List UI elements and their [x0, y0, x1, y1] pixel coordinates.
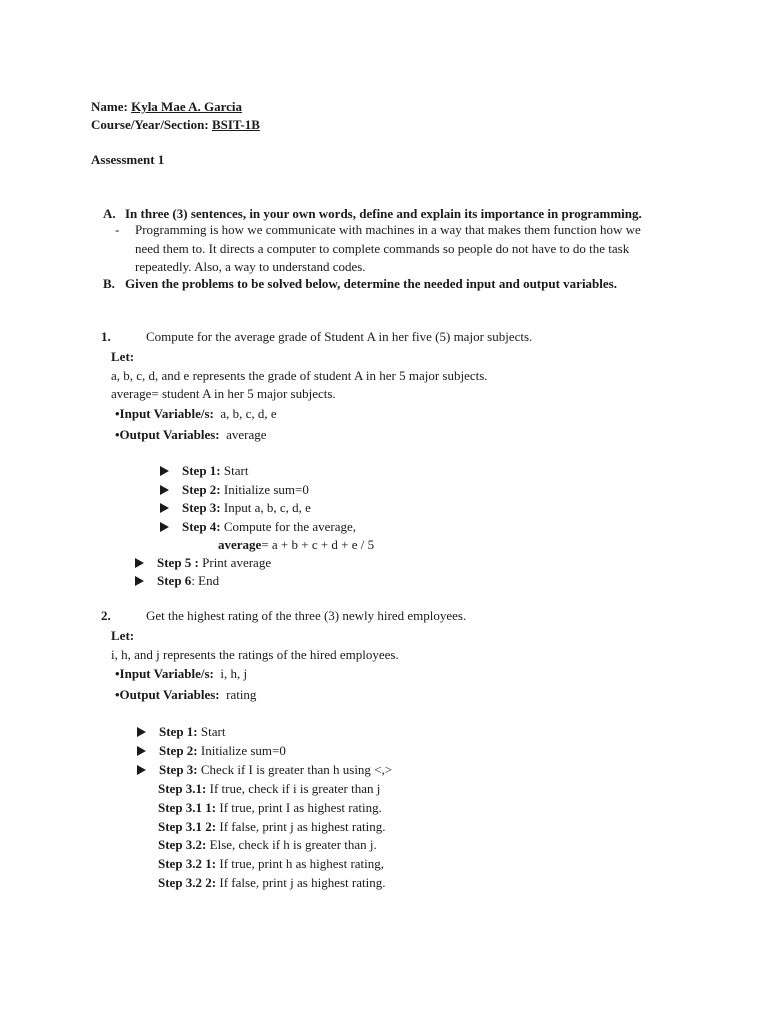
p1-step-4: Step 4: Compute for the average, — [160, 518, 356, 536]
p2-step-2: Step 2: Initialize sum=0 — [137, 742, 286, 760]
course-line — [91, 116, 260, 134]
arrow-bullet-icon — [135, 576, 144, 586]
problem-1-number: 1. — [101, 329, 111, 344]
course-label: Course/Year/Section: — [91, 117, 209, 132]
problem-2-output-vars: •Output Variables: rating — [115, 687, 257, 702]
p2-substep-3-1-1: Step 3.1 1: If true, print I as highest rating. — [158, 800, 382, 815]
p1-step-2: Step 2: Initialize sum=0 — [160, 481, 309, 499]
answer-line-1: Programming is how we communicate with machines in a way that makes them function how we — [135, 222, 641, 237]
course-value: BSIT-1B — [211, 117, 260, 132]
p1-formula: average= a + b + c + d + e / 5 — [218, 537, 375, 552]
problem-1-let-line-1: a, b, c, d, and e represents the grade of student A in her 5 major subjects. — [111, 368, 488, 383]
problem-1-let-line-2: average= student A in her 5 major subjects. — [111, 386, 336, 401]
p2-substep-3-1-2: Step 3.1 2: If false, print j as highest rating. — [158, 819, 386, 834]
arrow-bullet-icon — [137, 727, 146, 737]
arrow-bullet-icon — [160, 466, 169, 476]
answer-line-2: need them to. It directs a computer to complete commands so people do not have to do the task — [135, 241, 630, 256]
arrow-bullet-icon — [160, 503, 169, 513]
problem-1-output-vars: •Output Variables: average — [115, 427, 267, 442]
problem-2-number: 2. — [101, 608, 111, 623]
arrow-bullet-icon — [137, 746, 146, 756]
p2-step-1: Step 1: Start — [137, 723, 225, 741]
problem-1-let: Let: — [111, 349, 135, 364]
section-b-question: Given the problems to be solved below, determine the needed input and output variables. — [125, 276, 617, 291]
p1-step-6: Step 6: End — [135, 572, 219, 590]
problem-1-input-vars: •Input Variable/s: a, b, c, d, e — [115, 406, 277, 421]
arrow-bullet-icon — [137, 765, 146, 775]
section-a-question: In three (3) sentences, in your own words, define and explain its importance in programming. — [125, 206, 642, 221]
p1-step-1: Step 1: Start — [160, 462, 248, 480]
problem-1-statement: Compute for the average grade of Student A in her five (5) major subjects. — [146, 329, 533, 344]
answer-dash: - — [115, 222, 120, 237]
problem-2-let: Let: — [111, 628, 135, 643]
arrow-bullet-icon — [160, 522, 169, 532]
problem-2-input-vars: •Input Variable/s: i, h, j — [115, 666, 248, 681]
section-a-marker: A. — [103, 206, 116, 221]
p2-step-3: Step 3: Check if I is greater than h using <,> — [137, 761, 392, 779]
assessment-title: Assessment 1 — [91, 152, 165, 167]
name-value: Kyla Mae A. Garcia — [131, 99, 243, 114]
problem-2-let-line-1: i, h, and j represents the ratings of the hired employees. — [111, 647, 399, 662]
p2-substep-3-2: Step 3.2: Else, check if h is greater than j. — [158, 837, 377, 852]
arrow-bullet-icon — [135, 558, 144, 568]
p2-substep-3-2-2: Step 3.2 2: If false, print j as highest rating. — [158, 875, 386, 890]
section-b-marker: B. — [103, 276, 115, 291]
p2-substep-3-1: Step 3.1: If true, check if i is greater than j — [158, 781, 381, 796]
name-label: Name: — [91, 99, 128, 114]
name-line — [91, 98, 242, 116]
problem-2-statement: Get the highest rating of the three (3) newly hired employees. — [146, 608, 467, 623]
answer-line-3: repeatedly. Also, a way to understand codes. — [135, 259, 366, 274]
p2-substep-3-2-1: Step 3.2 1: If true, print h as highest rating, — [158, 856, 385, 871]
p1-step-5: Step 5 : Print average — [135, 554, 271, 572]
arrow-bullet-icon — [160, 485, 169, 495]
p1-step-3: Step 3: Input a, b, c, d, e — [160, 499, 311, 517]
